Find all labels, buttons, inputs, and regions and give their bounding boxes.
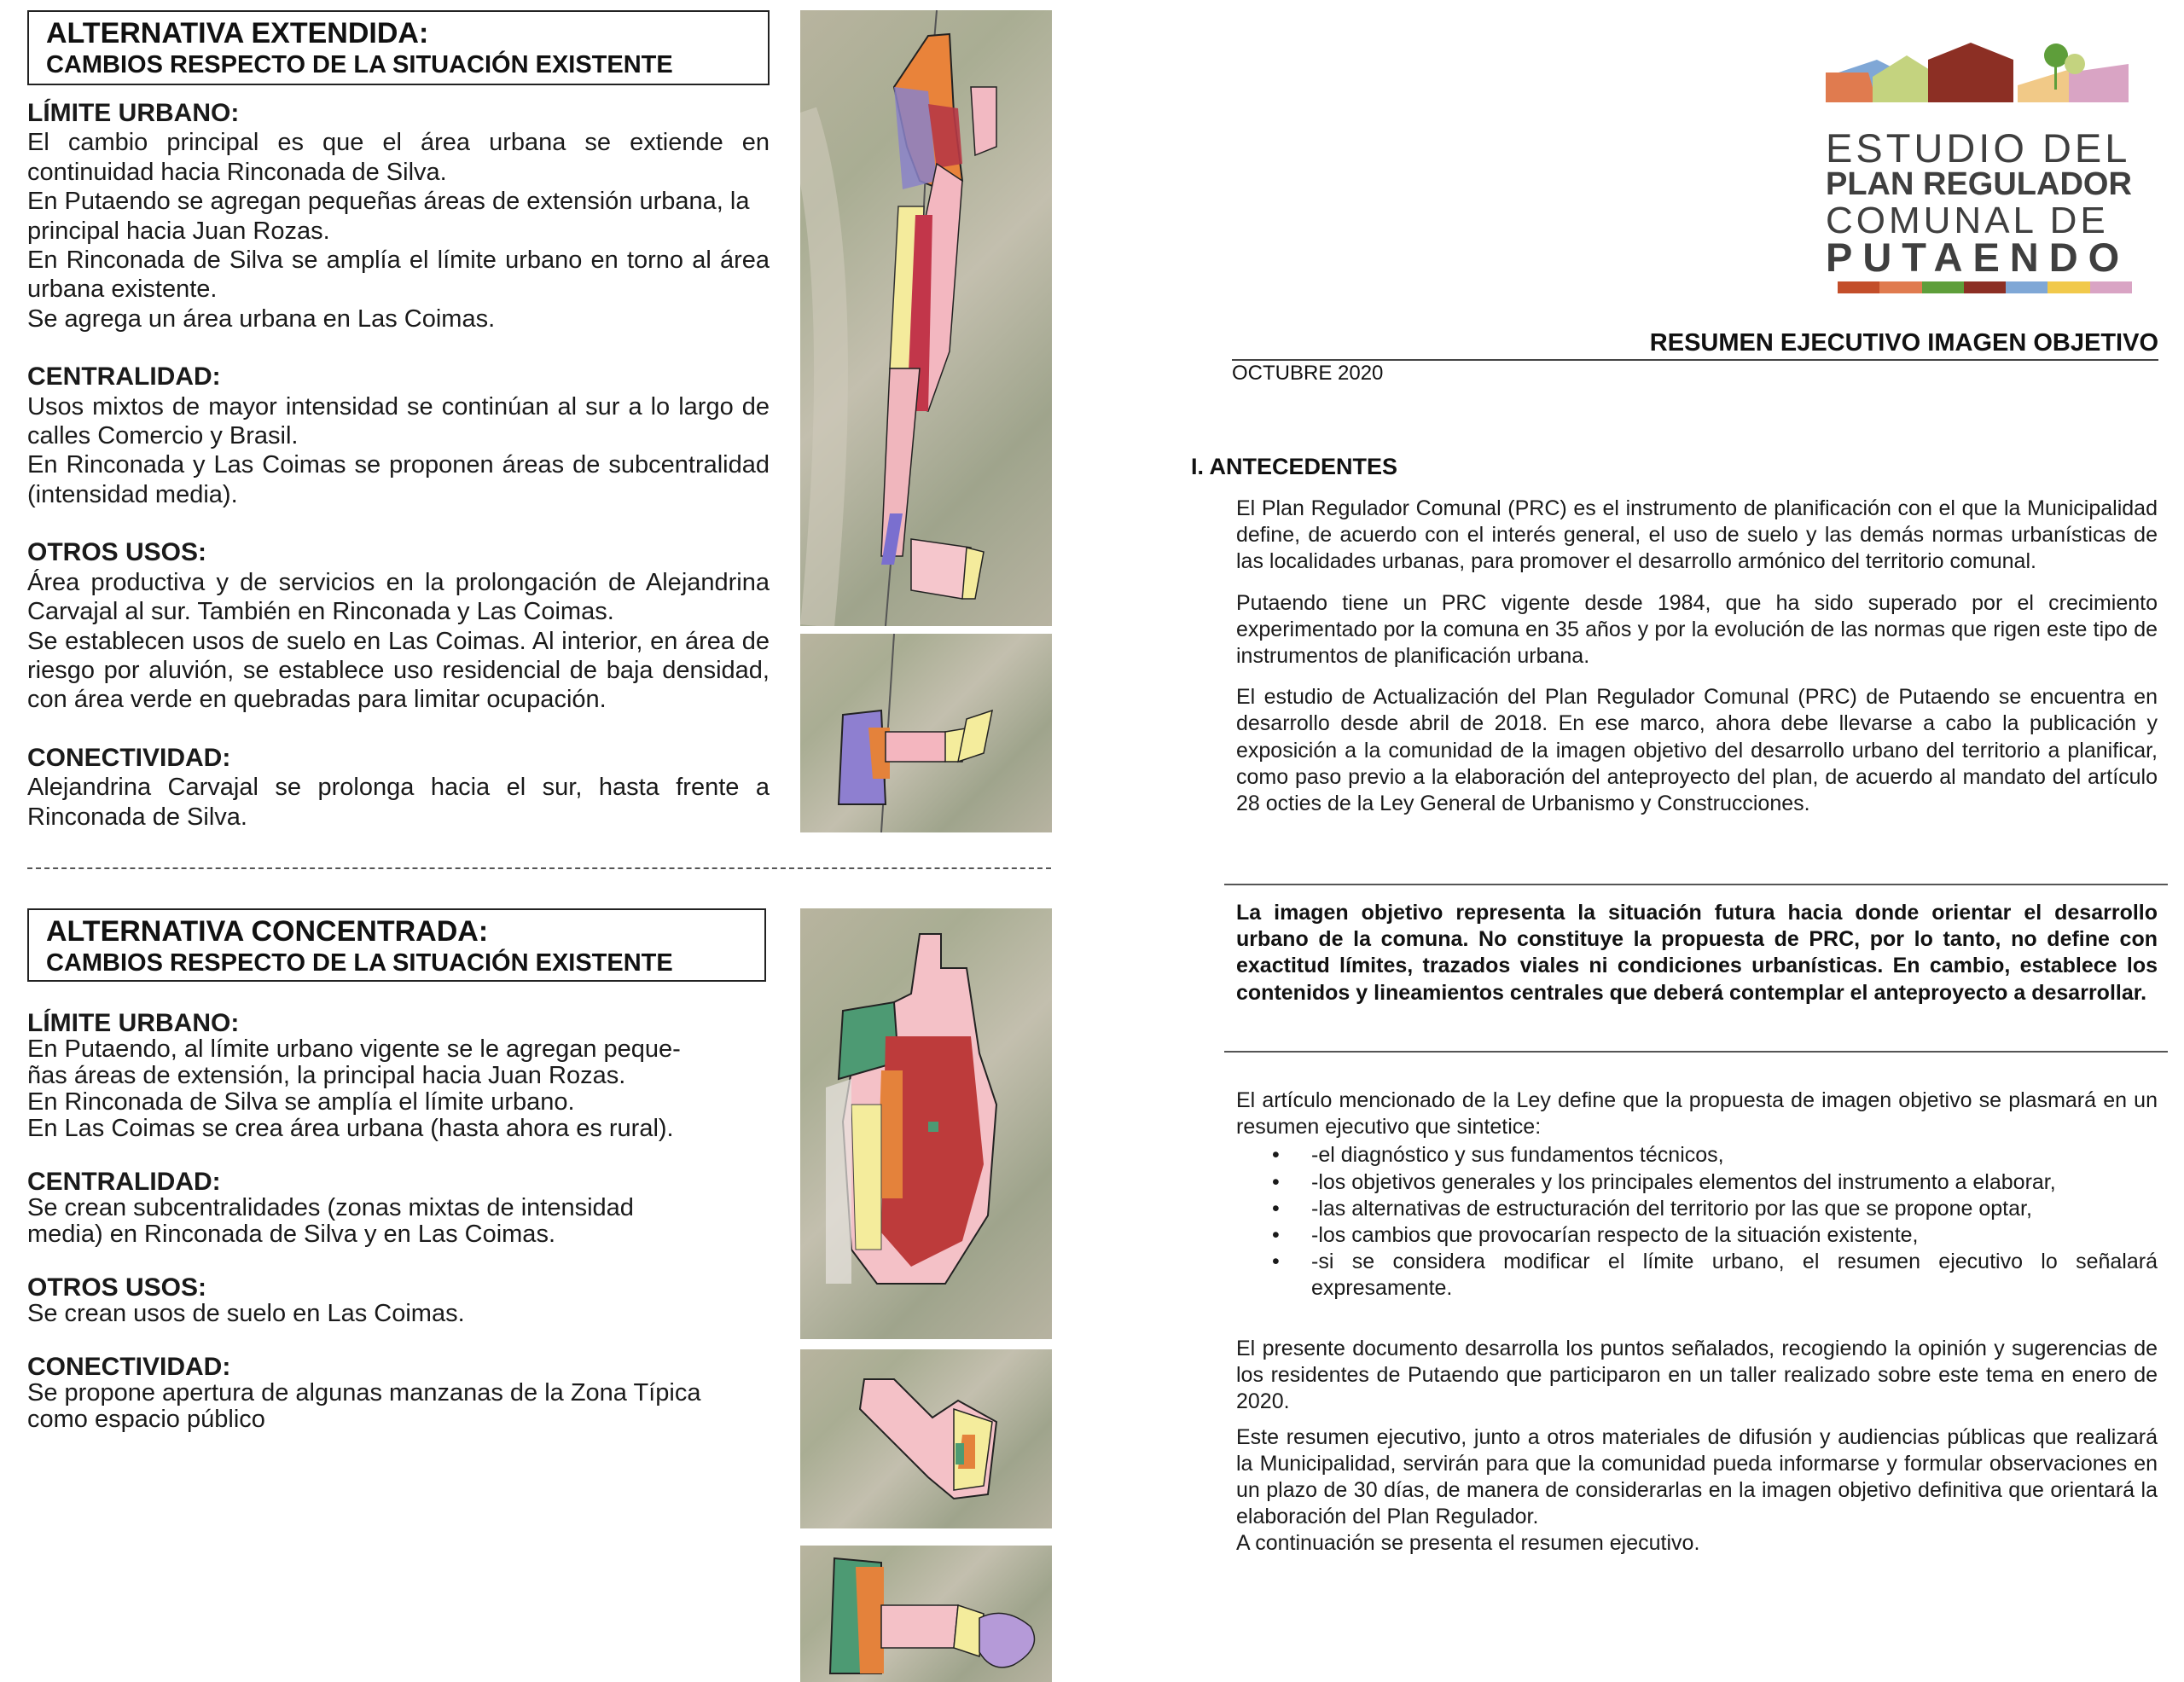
logo-graphic <box>1826 34 2133 102</box>
antecedentes-p6: Este resumen ejecutivo, junto a otros materiales de difusión y audiencias públicas que realizará la Municipalidad, servirán para que la comunidad pueda informarse y formular observaciones en un plazo de 30 días, de manera de considerarlas en la imagen objetivo definitiva que orientará la elaboración del Plan Regulador. <box>1236 1424 2158 1529</box>
limite-urbano-p2: En Putaendo se agregan pequeñas áreas de extensión urbana, la principal hacia Juan Rozas. <box>27 188 750 245</box>
alternativa-extendida-subtitle: CAMBIOS RESPECTO DE LA SITUACIÓN EXISTENTE <box>46 51 673 78</box>
callout-text: La imagen objetivo representa la situación futura hacia donde orientar el desarrollo urbano de la comuna. No constituye la propuesta de PRC, por lo tanto, no define con exactitud límites, trazados viales ni condiciones urbanísticas. En cambio, establece los contenidos y lineamientos centrales que deberá contemplar el anteproyecto a desarrollar. <box>1236 901 2158 1005</box>
logo-color-strip <box>1838 281 2132 293</box>
logo-line-3: COMUNAL DE <box>1826 200 2109 241</box>
map-extendida-putaendo <box>800 10 1052 626</box>
list-item: • -el diagnóstico y sus fundamentos técnicos, <box>1272 1143 1724 1168</box>
antecedentes-body <box>1236 496 2158 832</box>
logo-line-1: ESTUDIO DEL <box>1826 125 2131 171</box>
centralidad-p2: En Rinconada y Las Coimas se proponen áreas de subcentralidad (intensidad media). <box>27 451 770 508</box>
map-concentrada-rinconada <box>800 1349 1052 1528</box>
c-conectividad-heading: CONECTIVIDAD: <box>27 1353 231 1381</box>
logo <box>1826 34 2133 299</box>
document-title: RESUMEN EJECUTIVO IMAGEN OBJETIVO <box>1649 329 2158 357</box>
antecedentes-p2: Putaendo tiene un PRC vigente desde 1984, que ha sido superado por el crecimiento experimentado por la comuna en 35 años y por la evolución de las normas que rigen este tipo de instrumentos de planificación urbana. <box>1236 590 2158 669</box>
c-limite-l3: En Rinconada de Silva se amplía el límite urbano. <box>27 1088 575 1116</box>
bullet-list <box>1236 1142 2158 1302</box>
map-concentrada-las-coimas <box>800 1546 1052 1682</box>
c-otros-usos-heading: OTROS USOS: <box>27 1273 207 1302</box>
c-otros-l1: Se crean usos de suelo en Las Coimas. <box>27 1300 465 1327</box>
c-conectividad-l2: como espacio público <box>27 1406 265 1433</box>
conectividad-heading: CONECTIVIDAD: <box>27 743 231 772</box>
map-concentrada-putaendo <box>800 908 1052 1339</box>
section-divider <box>27 867 1051 869</box>
document-date: OCTUBRE 2020 <box>1232 362 1384 385</box>
limite-urbano-heading: LÍMITE URBANO: <box>27 99 240 127</box>
otros-usos-p1: Área productiva y de servicios en la prolongación de Alejandrina Carvajal al sur. También en Rinconada y Las Coimas. <box>27 568 770 626</box>
conectividad-p1: Alejandrina Carvajal se prolonga hacia el sur, hasta frente a Rinconada de Silva. <box>27 774 770 831</box>
c-centralidad-l1: Se crean subcentralidades (zonas mixtas de intensidad <box>27 1194 634 1221</box>
antecedentes-body-3 <box>1236 1336 2158 1557</box>
list-item: • -si se considera modificar el límite urbano, el resumen ejecutivo lo señalará expresamente. <box>1272 1250 2158 1301</box>
c-conectividad-l1: Se propone apertura de algunas manzanas de la Zona Típica <box>27 1379 701 1406</box>
header-rule <box>1232 359 2158 361</box>
c-limite-urbano-heading: LÍMITE URBANO: <box>27 1009 240 1037</box>
alternativa-concentrada-subtitle: CAMBIOS RESPECTO DE LA SITUACIÓN EXISTENTE <box>46 949 673 977</box>
limite-urbano-p4: Se agrega un área urbana en Las Coimas. <box>27 304 496 333</box>
c-limite-l4: En Las Coimas se crea área urbana (hasta ahora es rural). <box>27 1115 674 1142</box>
logo-line-2: PLAN REGULADOR <box>1826 166 2132 202</box>
limite-urbano-p3: En Rinconada de Silva se amplía el límite urbano en torno al área urbana existente. <box>27 246 770 304</box>
antecedentes-p7: A continuación se presenta el resumen ejecutivo. <box>1236 1531 1700 1556</box>
antecedentes-body-2 <box>1236 1088 2158 1302</box>
list-item: • -los cambios que provocarían respecto de la situación existente, <box>1272 1223 1919 1248</box>
antecedentes-p4: El artículo mencionado de la Ley define que la propuesta de imagen objetivo se plasmará en un resumen ejecutivo que sintetice: <box>1236 1088 2158 1140</box>
antecedentes-heading: I. ANTECEDENTES <box>1191 454 1398 479</box>
c-centralidad-heading: CENTRALIDAD: <box>27 1168 221 1196</box>
antecedentes-p5: El presente documento desarrolla los puntos señalados, recogiendo la opinión y sugerencias de los residentes de Putaendo que participaron en un taller realizado sobre este tema en enero de 2020. <box>1236 1337 2158 1414</box>
alternativa-concentrada-title: ALTERNATIVA CONCENTRADA: <box>46 915 489 948</box>
limite-urbano-p1: El cambio principal es que el área urbana se extiende en continuidad hacia Rinconada de Silva. <box>27 129 770 186</box>
logo-line-4: PUTAENDO <box>1826 235 2130 280</box>
list-item: • -las alternativas de estructuración del territorio por las que se propone optar, <box>1272 1196 2032 1221</box>
alternativa-extendida-header <box>27 10 770 85</box>
otros-usos-heading: OTROS USOS: <box>27 538 207 567</box>
c-limite-l1: En Putaendo, al límite urbano vigente se le agregan peque- <box>27 1035 681 1063</box>
centralidad-p1: Usos mixtos de mayor intensidad se continúan al sur a lo largo de calles Comercio y Brasil. <box>27 392 770 450</box>
alternativa-concentrada-header <box>27 908 766 982</box>
centralidad-heading: CENTRALIDAD: <box>27 362 221 392</box>
otros-usos-p2: Se establecen usos de suelo en Las Coimas. Al interior, en área de riesgo por aluvión, se establece uso residencial de baja densidad, con área verde en quebradas para limitar ocupación. <box>27 627 770 714</box>
c-limite-l2: ñas áreas de extensión, la principal hacia Juan Rozas. <box>27 1062 626 1089</box>
c-centralidad-l2: media) en Rinconada de Silva y en Las Coimas. <box>27 1221 555 1248</box>
list-item: • -los objetivos generales y los principales elementos del instrumento a elaborar, <box>1272 1169 2056 1194</box>
alternativa-extendida-title: ALTERNATIVA EXTENDIDA: <box>46 17 429 49</box>
map-extendida-las-coimas <box>800 634 1052 832</box>
alternativa-concentrada-body <box>27 1010 770 1433</box>
alternativa-extendida-body <box>27 99 770 832</box>
antecedentes-p3: El estudio de Actualización del Plan Regulador Comunal (PRC) de Putaendo se encuentra en desarrollo desde abril de 2018. En ese marco, ahora debe llevarse a cabo la publicación y exposición a la comunidad de la imagen objetivo del desarrollo urbano del territorio a planificar, como paso previo a la elaboración del anteproyecto del plan, de acuerdo al mandato del artículo 28 octies de la Ley General de Urbanismo y Construcciones. <box>1236 685 2158 816</box>
antecedentes-p1: El Plan Regulador Comunal (PRC) es el instrumento de planificación con el que la Municipalidad define, de acuerdo con el interés general, el uso de suelo y las demás normas urbanísticas de las localidades urbanas, para promover el desarrollo armónico del territorio comunal. <box>1236 496 2158 574</box>
